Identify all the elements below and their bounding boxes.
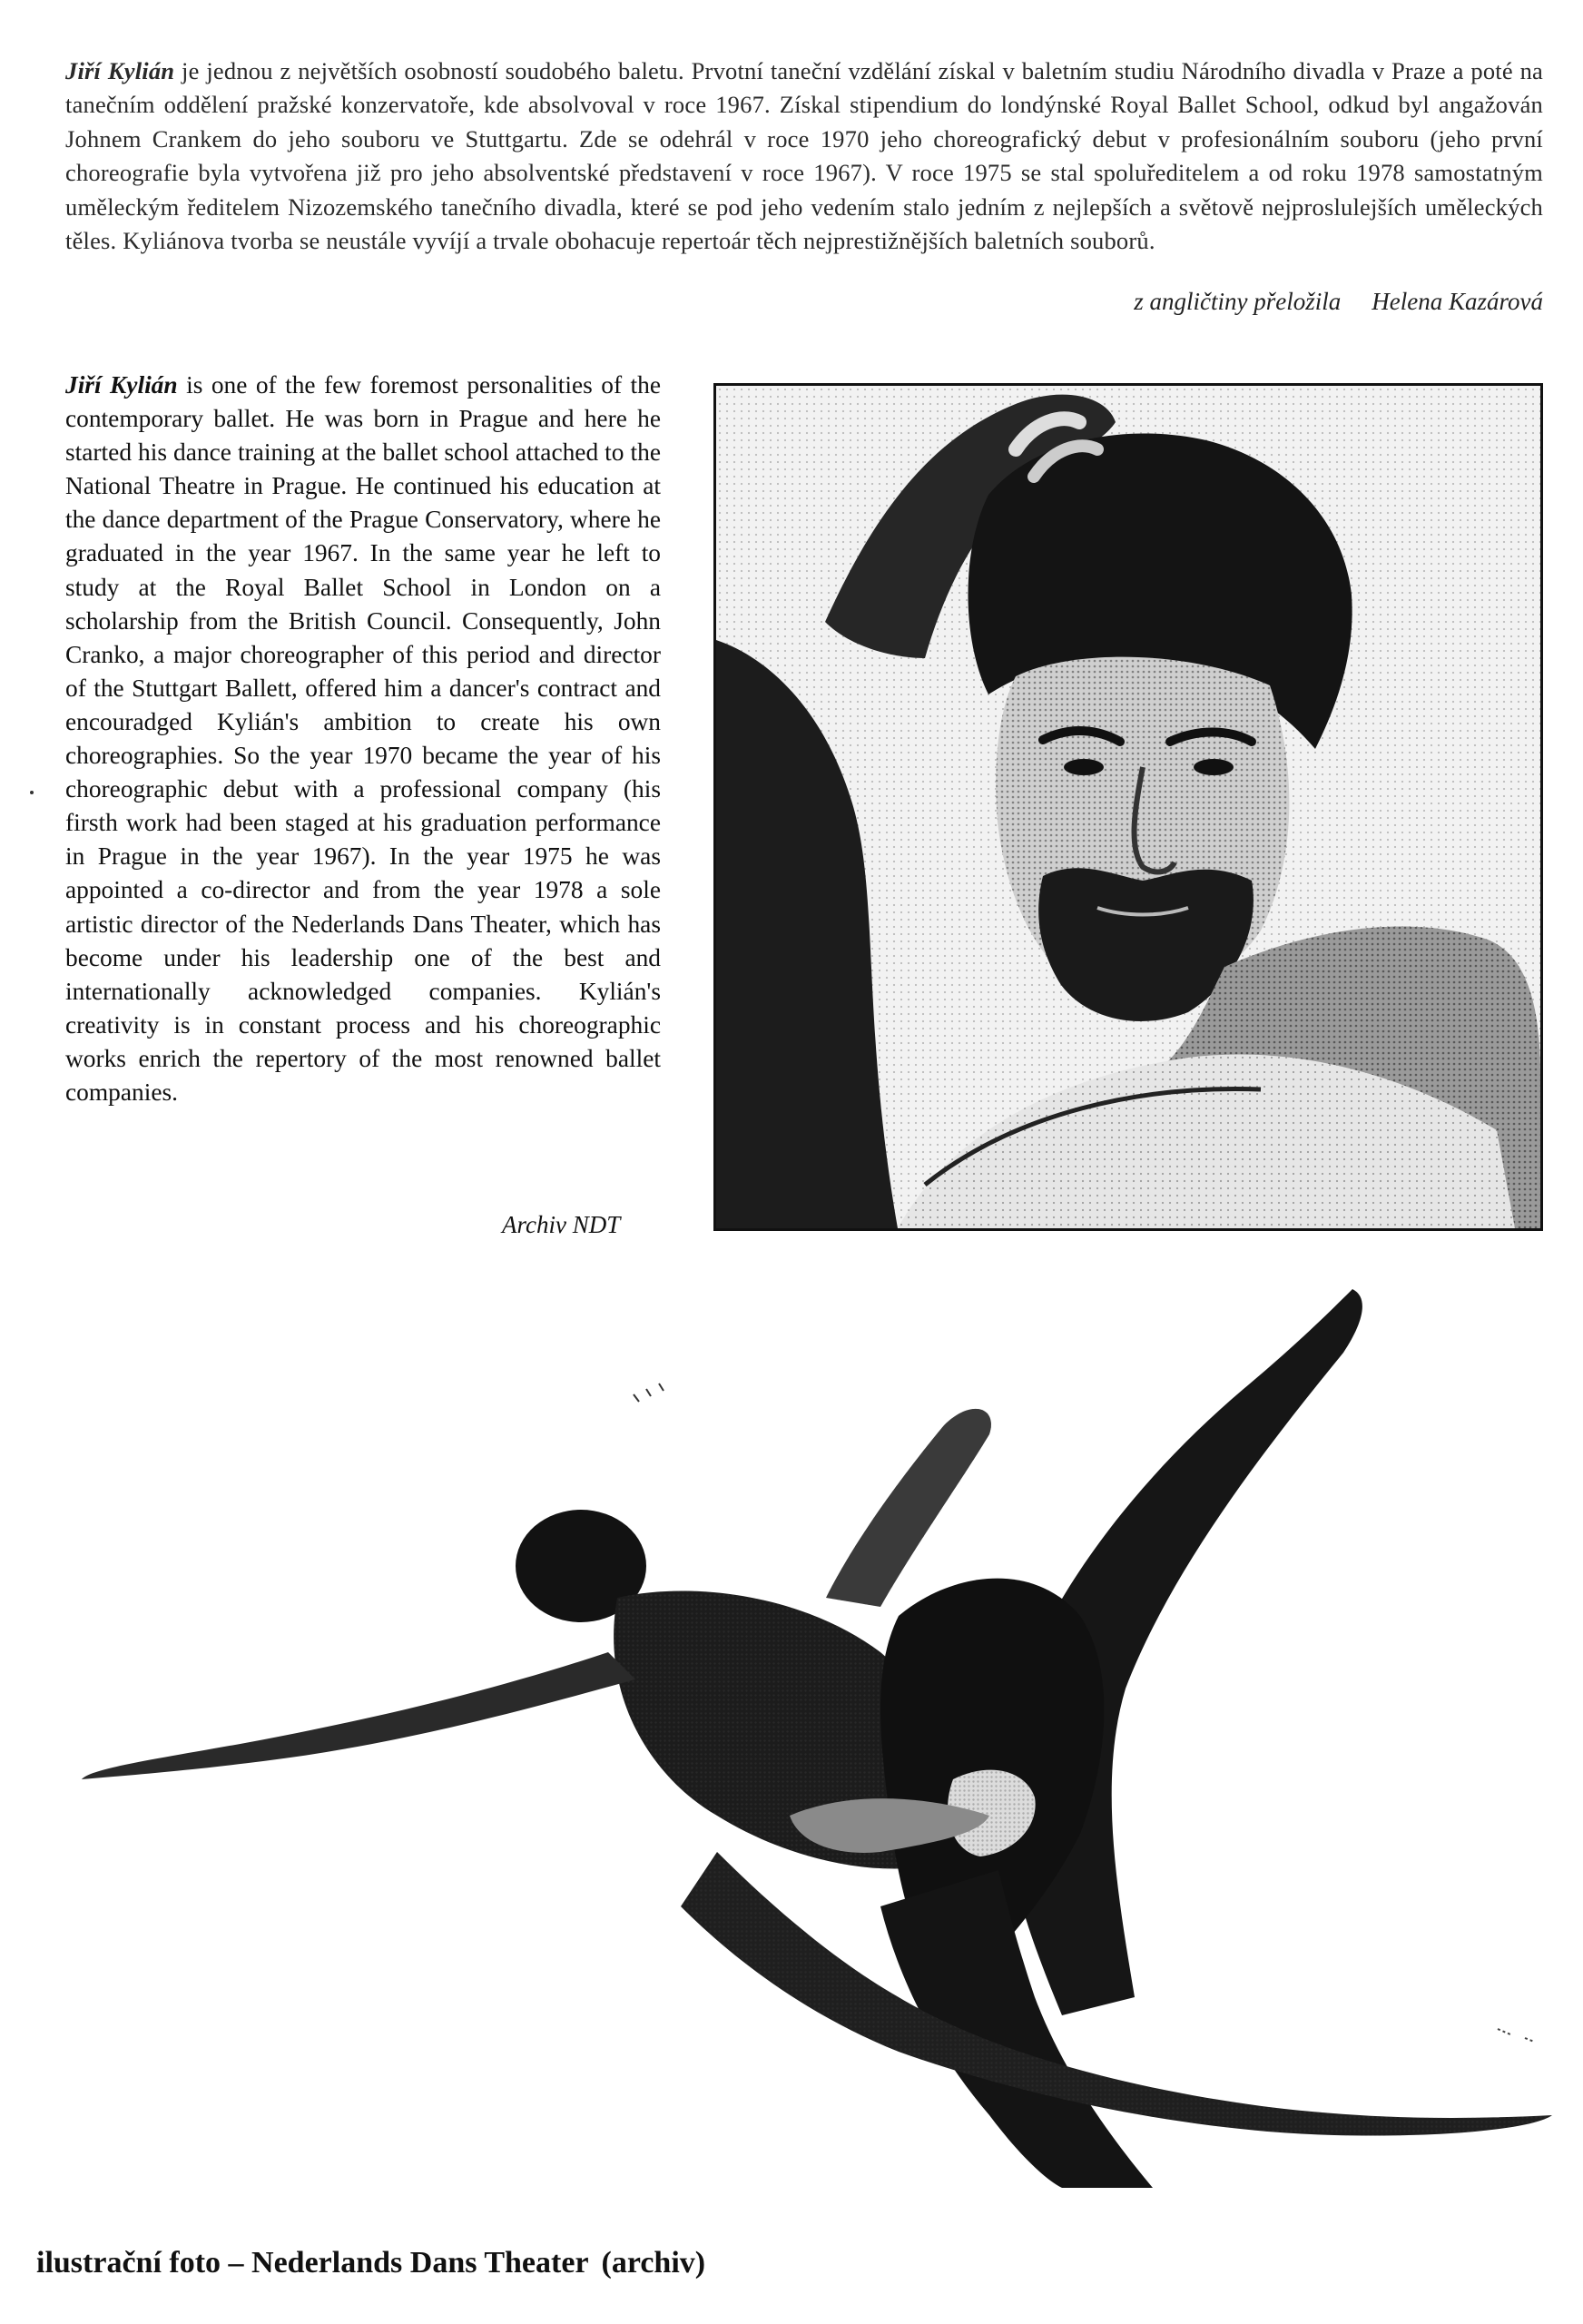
english-biography-paragraph	[65, 369, 661, 1109]
photo-caption	[36, 2246, 705, 2280]
dancers-photo	[82, 1271, 1552, 2188]
czech-biography-text: je jednou z největších osobností soudobého baletu. Prvotní taneční vzdělání získal v baletním studiu Národního divadla v Praze a poté na tanečním oddělení pražské konzervatoře, kde absolvoval v roce 1967. Získal stipendium do londýnské Royal Ballet School, odkud byl angažován Johnem Crankem do jeho souboru ve Stuttgartu. Zde se odehrál v roce 1970 jeho choreografický debut v profesionálním souboru (jeho první choreografie byla vytvořena již pro jeho absolventské představení v roce 1967). V roce 1975 se stal spoluředitelem a od roku 1978 samostatným uměleckým ředitelem Nizozemského tanečního divadla, které se pod jeho vedením stalo jedním z nejlepších a světově nejproslulejších uměleckých těles. Kyliánova tvorba se neustále vyvíjí a trvale obohacuje repertoár těch nejprestižnějších baletních souborů.	[65, 57, 1543, 255]
czech-author-name: Jiří Kylián	[65, 57, 175, 84]
archive-credit: Archiv NDT	[502, 1211, 621, 1238]
portrait-illustration	[716, 386, 1540, 1228]
czech-biography-paragraph	[65, 54, 1543, 258]
portrait-photo	[713, 383, 1543, 1231]
translator-name: Helena Kazárová	[1372, 288, 1543, 315]
translation-credit	[1134, 288, 1543, 316]
scan-speck	[30, 791, 34, 794]
translation-note: z angličtiny přeložila	[1134, 288, 1342, 315]
photo-caption-suffix: (archiv)	[601, 2246, 706, 2280]
english-biography-text: is one of the few foremost personalities of the contemporary ballet. He was born in Prague and here he started his dance training at the ballet school attached to the National Theatre in Prague. He continued his education at the dance department of the Prague Conservatory, where he graduated in the year 1967. In the same year he left to study at the Royal Ballet School in London on a scholarship from the British Council. Consequently, John Cranko, a major choreographer of this period and director of the Stuttgart Ballett, offered him a dancer's contract and encouradged Kylián's ambition to create his own choreographies. So the year 1970 became the year of his choreographic debut with a professional company (his firsth work had been staged at his graduation performance in Prague in the year 1967). In the year 1975 he was appointed a co-director and from the year 1978 a sole artistic director of the Nederlands Dans Theater, which has become under his leadership one of the best and internationally acknowledged companies. Kylián's creativity is in constant process and his choreographic works enrich the repertory of the most renowned ballet companies.	[65, 371, 662, 1106]
dancers-illustration	[82, 1271, 1552, 2188]
english-author-name: Jiří Kylián	[65, 371, 178, 399]
photo-caption-text: ilustrační foto – Nederlands Dans Theater	[36, 2246, 589, 2280]
